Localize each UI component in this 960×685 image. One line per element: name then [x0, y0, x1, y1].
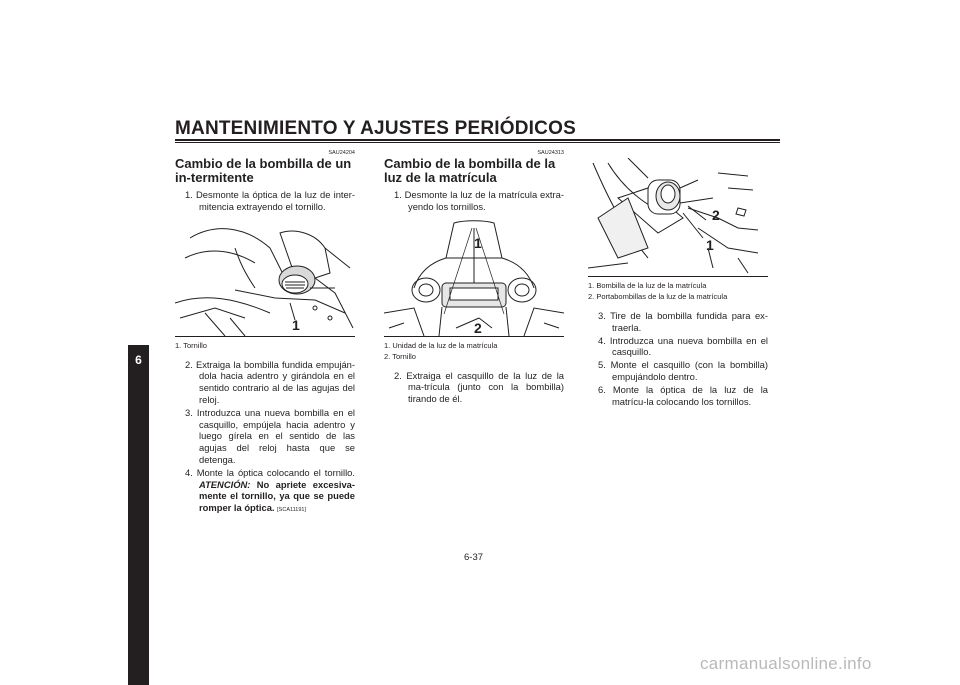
steps-list-continued: [588, 310, 768, 407]
license-light-illustration: [384, 218, 564, 337]
step-6: 6. Monte la óptica de la luz de la matrícu-la colocando los tornillos.: [598, 383, 768, 407]
title-rule: [175, 139, 780, 141]
callout-1: 1: [706, 237, 714, 253]
caution-label: ATENCIÓN:: [199, 478, 251, 490]
steps-list-continued: [175, 359, 355, 517]
caption-1: 1. Bombilla de la luz de la matrícula: [588, 281, 707, 290]
watermark: carmanualsonline.info: [700, 654, 872, 673]
bulb-holder-illustration: [588, 158, 768, 277]
section-heading: Cambio de la bombilla de un in-termitente: [175, 156, 352, 185]
step-4: 4. Introduzca una nueva bombilla en el casquillo.: [598, 334, 768, 358]
step-5: 5. Monte el casquillo (con la bombilla) empujándolo dentro.: [598, 359, 768, 382]
caption-2: 2. Tornillo: [384, 351, 416, 361]
callout-1: 1: [292, 316, 300, 333]
step-1: 1. Desmonte la óptica de la luz de inter-mitencia extrayendo el tornillo.: [185, 189, 355, 212]
turn-signal-illustration: [175, 218, 355, 337]
section-code: SAU24204: [328, 150, 355, 156]
chapter-tab: 6: [128, 345, 149, 685]
section-heading: Cambio de la bombilla de la luz de la matrícula: [384, 156, 556, 185]
callout-2: 2: [712, 207, 720, 223]
step-4-text: 4. Monte la óptica colocando el tornillo.: [185, 466, 355, 478]
title-rule-thin: [175, 142, 780, 143]
license-plate-section: [384, 150, 564, 406]
callout-1: 1: [474, 234, 482, 251]
steps-list-continued: [384, 370, 564, 405]
page-title: MANTENIMIENTO Y AJUSTES PERIÓDICOS: [175, 118, 576, 139]
callout-2: 2: [474, 319, 482, 336]
caption-1: 1. Tornillo: [175, 340, 207, 350]
step-2: 2. Extraiga el casquillo de la luz de la ma-trícula (junto con la bombilla) tirando de él.: [394, 369, 564, 405]
license-plate-section-continued: [588, 158, 768, 408]
caption-1: 1. Unidad de la luz de la matrícula: [384, 340, 498, 350]
steps-list: [175, 189, 355, 213]
step-4: [175, 467, 355, 517]
page-number: 6-37: [464, 552, 484, 563]
step-2: 2. Extraiga la bombilla fundida empuján-dola hacia adentro y girándola en el sentido contrario al de las agujas del reloj.: [185, 358, 355, 405]
caption-2: 2. Portabombillas de la luz de la matrícula: [588, 292, 728, 301]
caution-code: [SCA11191]: [277, 507, 306, 514]
captions: [588, 280, 768, 302]
section-code: SAU24313: [537, 150, 564, 156]
step-1: 1. Desmonte la luz de la matrícula extra-yendo los tornillos.: [394, 189, 564, 212]
caution-text: No apriete excesiva-mente el tornillo, ya que se puede romper la óptica.: [199, 478, 355, 514]
turn-signal-section: [175, 150, 355, 518]
step-3: 3. Introduzca una nueva bombilla en el casquillo, empújela hacia adentro y luego gírela en el sentido de las agujas del reloj hasta que se detenga.: [185, 406, 355, 465]
step-3: 3. Tire de la bombilla fundida para ex-traerla.: [598, 310, 768, 333]
captions: [384, 340, 564, 362]
steps-list: [384, 189, 564, 213]
